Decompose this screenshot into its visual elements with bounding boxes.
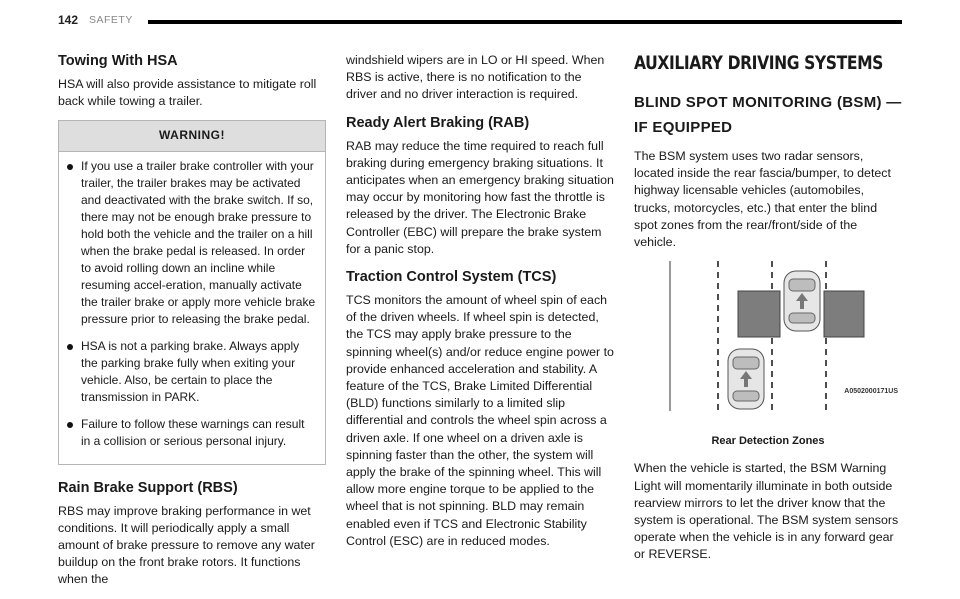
vehicle-icon (728, 349, 764, 409)
figure-code: A0502000171US (844, 388, 898, 396)
towing-body: HSA will also provide assistance to mitigate roll back while towing a trailer. (58, 77, 317, 109)
figure-caption: Rear Detection Zones (711, 435, 825, 448)
warning-item-text: If you use a trailer brake controller with your trailer, the trailer brakes may be activated and deactivated with the brake switch. If so, there may not be enough brake pressure to hold both the vehicle and the trailer on a hill when the brake pedal is released. In order to avoid rolling down an incline while resuming accel-eration, manually activate the trailer brake or apply more vehicle brake pressure prior to releasing the brake pedal. (81, 158, 316, 326)
tcs-heading: Traction Control System (TCS) (346, 269, 557, 286)
rab-heading: Ready Alert Braking (RAB) (346, 114, 530, 131)
warning-list (59, 152, 325, 464)
rear-detection-figure (634, 261, 902, 431)
column-right (634, 52, 902, 574)
warning-item (67, 158, 317, 328)
aux-title: AUXILIARY DRIVING SYSTEMS (634, 52, 883, 74)
rbs-body: RBS may improve braking performance in wet conditions. It will periodically apply a small amount of brake pressure to remove any water buildup on the front brake rotors. It functions when the (58, 503, 315, 587)
bullet-icon (67, 164, 73, 170)
section-label: SAFETY (89, 14, 133, 26)
towing-heading: Towing With HSA (58, 53, 178, 69)
column-left (58, 52, 326, 599)
bsm-body: The BSM system uses two radar sensors, located inside the rear fascia/bumper, to detect highway licensable vehicles (automobiles, trucks, motorcycles, etc.) that enter the blind spot zones from the rear/front/side of the vehicle. (634, 149, 891, 250)
bsm-title-line2: IF EQUIPPED (634, 119, 733, 136)
rab-body: RAB may reduce the time required to reach full braking during emergency braking situations. It anticipates when an emergency braking situation may occur by monitoring how fast the throttle is released by the driver. The Electronic Brake Controller (EBC) will prepare the brake system for a panic stop. (346, 138, 614, 256)
bsm-body-2: When the vehicle is started, the BSM Warning Light will momentarily illuminate in both outside rearview mirrors to let the driver know that the system is operational. The BSM system sensors operate when the vehicle is in any forward gear or REVERSE. (634, 461, 899, 562)
bullet-icon (67, 344, 73, 350)
warning-item (67, 416, 317, 450)
warning-item (67, 338, 317, 406)
page-number: 142 (58, 13, 79, 27)
warning-item-text: Failure to follow these warnings can result in a collision or serious personal injury. (81, 416, 305, 448)
warning-item-text: HSA is not a parking brake. Always apply the parking brake fully when exiting your vehicle. Also, be certain to place the transmission in PARK. (81, 338, 300, 404)
warning-box (58, 120, 326, 464)
rear-detection-diagram (634, 261, 902, 431)
vehicle-icon (784, 271, 820, 331)
bsm-title (634, 90, 902, 140)
header-rule (148, 20, 902, 24)
rbs-heading: Rain Brake Support (RBS) (58, 479, 238, 496)
rbs-continued: windshield wipers are in LO or HI speed. When RBS is active, there is no notification to the driver and no driver interaction is required. (346, 53, 605, 102)
bsm-title-line1: BLIND SPOT MONITORING (BSM) — (634, 94, 902, 111)
column-middle (346, 52, 614, 560)
bullet-icon (67, 422, 73, 428)
warning-title: WARNING! (59, 121, 325, 151)
page-header (0, 0, 960, 40)
tcs-body: TCS monitors the amount of wheel spin of each of the driven wheels. If wheel spin is detected, the TCS may apply brake pressure to the spinning wheel(s) and/or reduce engine power to provide enhanced acceleration and stability. A feature of the TCS, Brake Limited Differential (BLD) functions similarly to a limited slip differential and controls the wheel spin across a driven axle. If one wheel on a driven axle is spinning faster than the other, the system will apply the brake of the spinning wheel. This will allow more engine torque to be applied to the wheel that is not spinning. BLD may remain enabled even if TCS and Electronic Stability Control (ESC) are in reduced modes. (346, 293, 614, 548)
